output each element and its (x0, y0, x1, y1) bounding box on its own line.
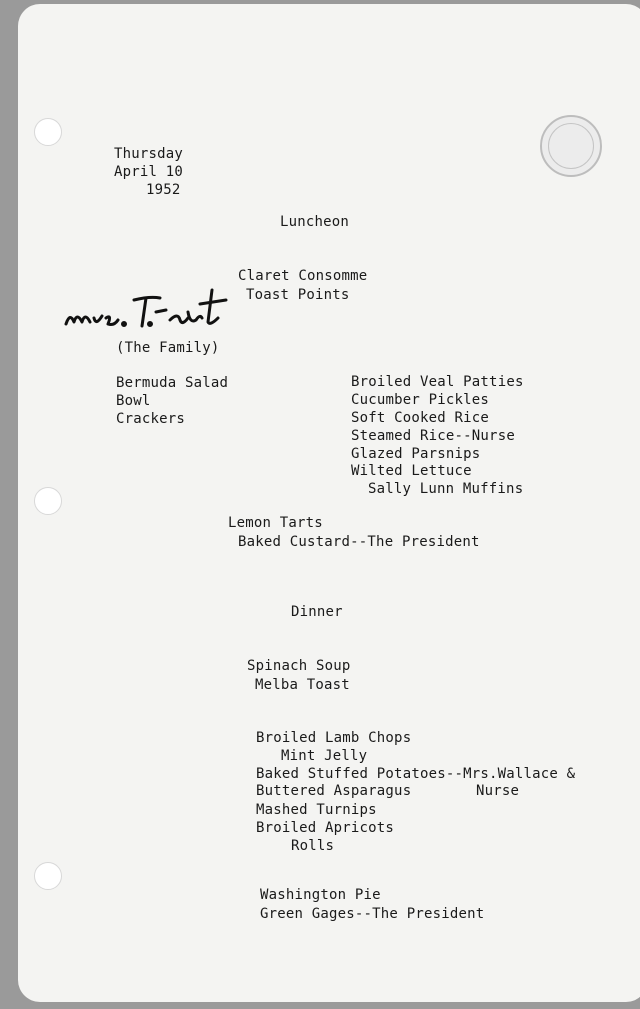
luncheon-left-1: Bermuda Salad (116, 375, 229, 391)
dinner-dessert-2: Green Gages--The President (260, 906, 485, 922)
luncheon-main-2: Cucumber Pickles (351, 392, 490, 408)
family-label: (The Family) (116, 340, 220, 356)
date-year: 1952 (146, 182, 181, 198)
luncheon-main-6: Wilted Lettuce (351, 463, 472, 479)
binder-hole-middle (34, 487, 62, 515)
date-day: Thursday (114, 146, 184, 162)
archive-stamp-icon (540, 115, 602, 177)
dinner-main-6: Broiled Apricots (256, 820, 395, 836)
dinner-main-3: Baked Stuffed Potatoes--Mrs.Wallace & (256, 766, 576, 782)
luncheon-main-1: Broiled Veal Patties (351, 374, 524, 390)
handwritten-signature (62, 282, 242, 342)
luncheon-first-course-1: Claret Consomme (238, 268, 368, 284)
luncheon-main-3: Soft Cooked Rice (351, 410, 490, 426)
dinner-first-course-1: Spinach Soup (247, 658, 351, 674)
luncheon-dessert-2: Baked Custard--The President (238, 534, 480, 550)
dinner-main-7: Rolls (291, 838, 335, 854)
date-month-day: April 10 (114, 164, 184, 180)
dinner-main-4: Buttered Asparagus (256, 783, 412, 799)
luncheon-heading: Luncheon (280, 214, 350, 230)
dinner-main-1: Broiled Lamb Chops (256, 730, 412, 746)
luncheon-main-7: Sally Lunn Muffins (368, 481, 524, 497)
dinner-dessert-1: Washington Pie (260, 887, 381, 903)
dinner-main-5: Mashed Turnips (256, 802, 377, 818)
luncheon-left-3: Crackers (116, 411, 186, 427)
dinner-first-course-2: Melba Toast (255, 677, 350, 693)
luncheon-dessert-1: Lemon Tarts (228, 515, 323, 531)
luncheon-first-course-2: Toast Points (246, 287, 350, 303)
binder-hole-bottom (34, 862, 62, 890)
luncheon-main-4: Steamed Rice--Nurse (351, 428, 515, 444)
dinner-main-2: Mint Jelly (281, 748, 368, 764)
luncheon-main-5: Glazed Parsnips (351, 446, 481, 462)
luncheon-left-2: Bowl (116, 393, 151, 409)
dinner-heading: Dinner (291, 604, 343, 620)
dinner-note-continuation: Nurse (476, 783, 520, 799)
binder-hole-top (34, 118, 62, 146)
